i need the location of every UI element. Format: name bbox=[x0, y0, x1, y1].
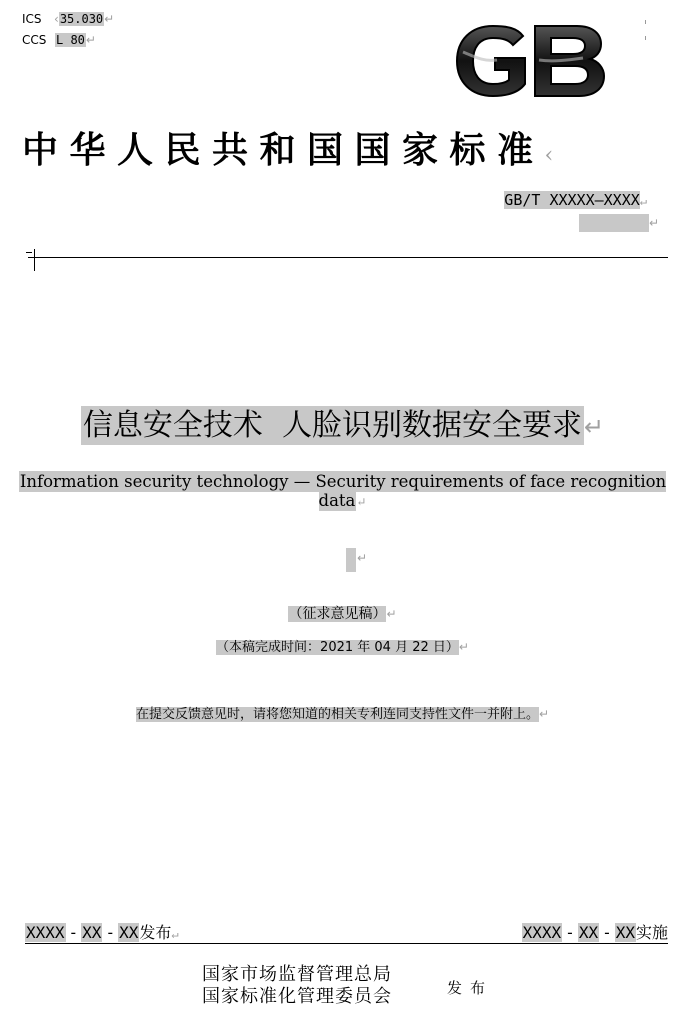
cursor-marker bbox=[34, 249, 35, 271]
ics-value[interactable]: 35.030 bbox=[59, 12, 104, 26]
issuer-standardization-committee: 国家标准化管理委员会 bbox=[202, 986, 392, 1007]
ccs-value[interactable]: L 80 bbox=[56, 33, 85, 47]
draft-label: （征求意见稿）↵ bbox=[288, 606, 397, 622]
header-divider bbox=[28, 257, 668, 258]
ccs-row: CCS L 80↵ bbox=[22, 33, 96, 47]
standard-code: GB/T XXXXX—XXXX↵ bbox=[504, 191, 647, 209]
issuer-market-regulation: 国家市场监督管理总局 bbox=[202, 964, 392, 985]
issuing-authorities bbox=[202, 964, 392, 1008]
footer-divider bbox=[25, 943, 668, 944]
implement-date: XXXX - XX - XX实施 bbox=[522, 923, 668, 942]
document-title-cn: 信息安全技术 人脸识别数据安全要求↵ bbox=[82, 408, 605, 443]
document-title-en: Information security technology — Security requirements of face recognition data↵ bbox=[19, 472, 667, 510]
gb-logo bbox=[453, 22, 608, 100]
ics-row: ICS ‹35.030↵ bbox=[22, 12, 115, 26]
ccs-label: CCS bbox=[22, 33, 47, 47]
empty-paragraph-placeholder[interactable] bbox=[346, 548, 356, 572]
standard-title: 中华人民共和国国家标准‹ bbox=[22, 129, 554, 171]
standard-code-value[interactable]: GB/T XXXXX—XXXX bbox=[504, 191, 640, 209]
replacement-code-placeholder[interactable] bbox=[579, 214, 649, 232]
issue-action: 发布 bbox=[447, 979, 494, 997]
ics-label: ICS bbox=[22, 12, 42, 26]
publish-date: XXXX - XX - XX发布↵ bbox=[26, 923, 179, 942]
draft-completion-time: （本稿完成时间：2021 年 04 月 22 日）↵ bbox=[216, 640, 469, 655]
patent-notice: 在提交反馈意见时，请将您知道的相关专利连同支持性文件一并附上。↵ bbox=[135, 707, 550, 722]
